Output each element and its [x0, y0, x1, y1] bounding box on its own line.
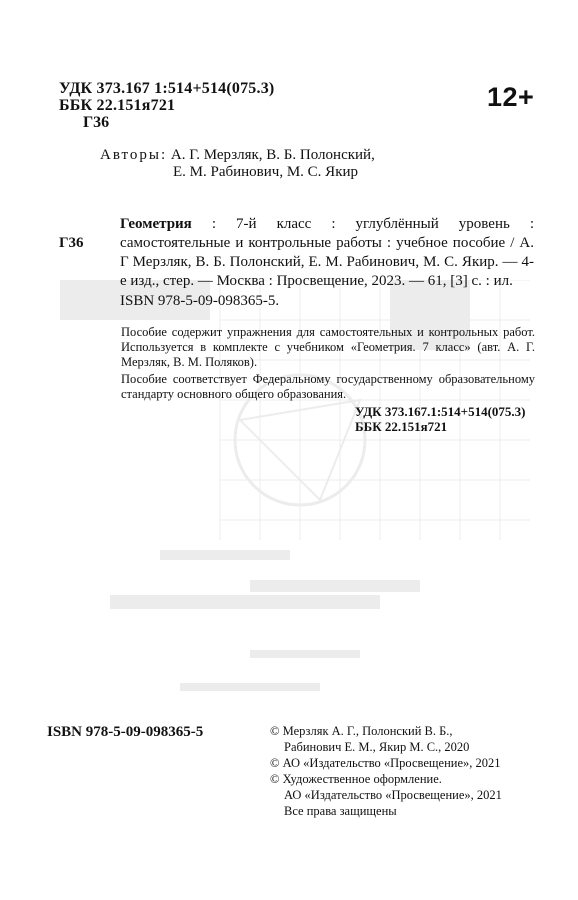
- footer-isbn: ISBN 978-5-09-098365-5: [47, 724, 204, 740]
- annotation-udk: УДК 373.167.1:514+514(075.3): [355, 404, 526, 419]
- book-title: Геометрия: [120, 216, 192, 232]
- copyright-line: Рабинович Е. М., Якир М. С., 2020: [284, 740, 470, 754]
- book-description: : 7-й класс : углублённый уровень : самостоятельные и контрольные работы : учебное пособие / А. Г Мерзляк, В. Б. Полонский, Е. М. Рабинович, М. С. Якир. — 4-е изд., стер. — Москва : Просвещение, 2023. — 61, [3] с. : ил.: [120, 216, 535, 289]
- header-udk: УДК 373.167 1:514+514(075.3): [59, 80, 275, 97]
- authors-line-1: [100, 146, 375, 164]
- header-bbk: ББК 22.151я721: [59, 97, 176, 114]
- copyright-block: [270, 723, 560, 819]
- bibliographic-isbn: ISBN 978-5-09-098365-5.: [120, 293, 280, 309]
- copyright-line: АО «Издательство «Просвещение», 2021: [284, 788, 502, 802]
- annotation-paragraph-1: Пособие содержит упражнения для самостоятельных и контрольных работ. Используется в комплекте с учебником «Геометрия. 7 класс» (авт. А. Г. Мерзляк, В. М. Поляков).: [121, 325, 535, 369]
- authors-label: Авторы:: [100, 147, 168, 163]
- copyright-line: Все права защищены: [284, 804, 397, 818]
- annotation-paragraph-2: Пособие соответствует Федеральному государственному образовательному стандарту основного общего образования.: [121, 372, 535, 401]
- header-author-mark: Г36: [83, 114, 110, 131]
- copyright-line: © Художественное оформление.: [270, 772, 442, 786]
- copyright-line: © Мерзляк А. Г., Полонский В. Б.,: [270, 724, 453, 738]
- age-rating-badge: 12+: [487, 82, 535, 112]
- bibliographic-mark: Г36: [59, 235, 84, 251]
- copyright-line: © АО «Издательство «Просвещение», 2021: [270, 756, 501, 770]
- bibliographic-description: [120, 215, 534, 291]
- authors-names-1: А. Г. Мерзляк, В. Б. Полонский,: [170, 147, 375, 163]
- annotation-bbk: ББК 22.151я721: [355, 419, 448, 434]
- authors-names-2: Е. М. Рабинович, М. С. Якир: [173, 164, 359, 180]
- bibliographic-record: [120, 215, 534, 311]
